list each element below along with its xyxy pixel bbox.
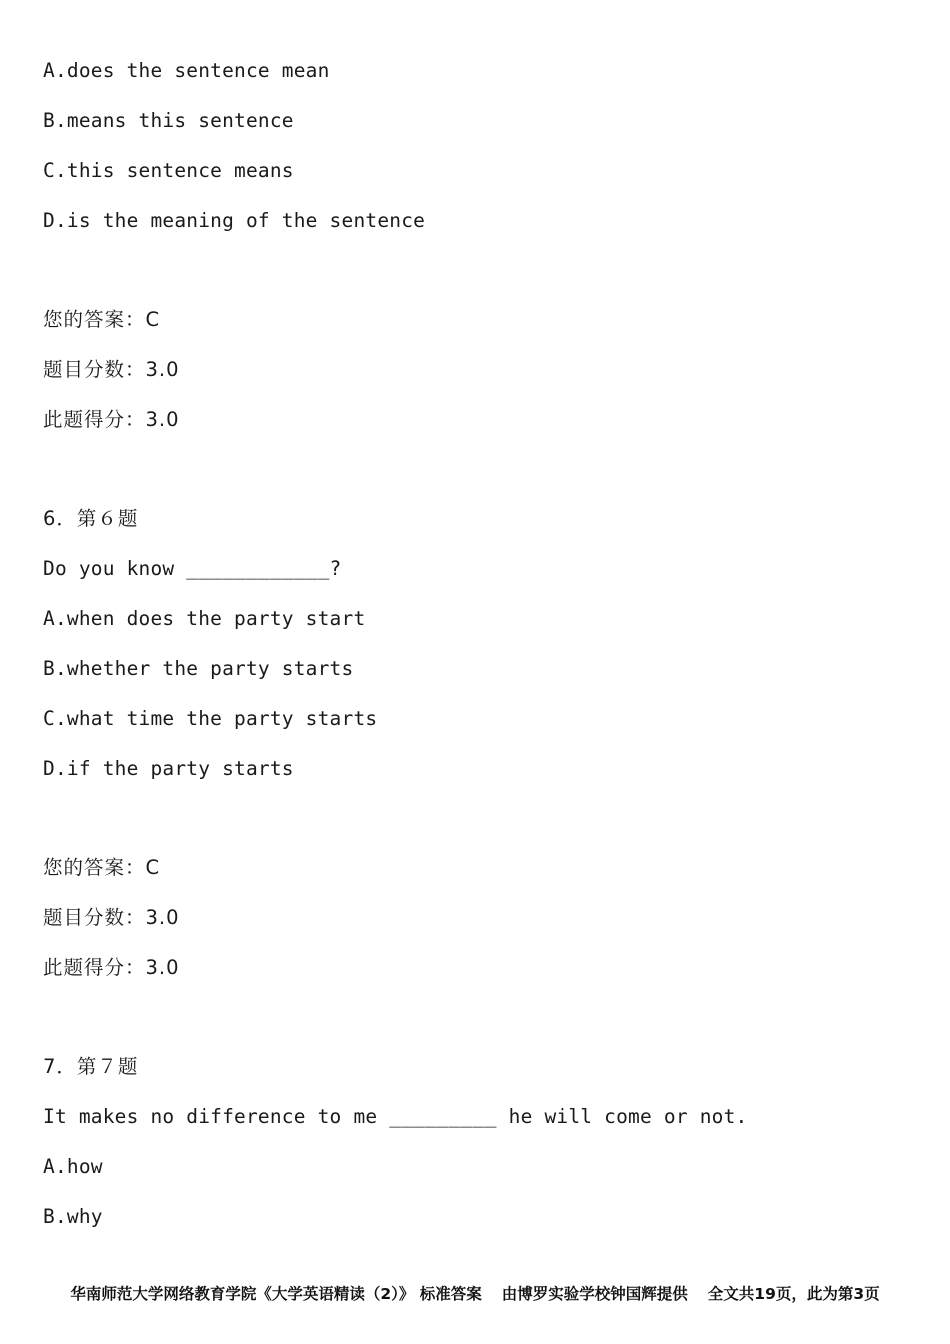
q5-earned-score: 此题得分：3.0 — [43, 408, 180, 431]
footer-course: 华南师范大学网络教育学院《大学英语精读（2）》 标准答案 — [70, 1285, 482, 1303]
q5-option-d: D.is the meaning of the sentence — [43, 209, 426, 232]
footer-pagination: 全文共19页，此为第3页 — [707, 1285, 880, 1303]
q6-stem: Do you know ____________? — [43, 557, 342, 580]
q5-your-answer: 您的答案：C — [43, 308, 161, 331]
q6-heading: 6．第６题 — [43, 507, 139, 530]
q5-question-score: 题目分数：3.0 — [43, 358, 180, 381]
footer-provider: 由博罗实验学校钟国辉提供 — [501, 1285, 688, 1303]
q6-question-score: 题目分数：3.0 — [43, 906, 180, 929]
q7-option-b: B.why — [43, 1205, 103, 1228]
q6-your-answer: 您的答案：C — [43, 856, 161, 879]
q7-stem: It makes no difference to me _________ he will come or not. — [43, 1105, 748, 1128]
q6-option-d: D.if the party starts — [43, 757, 294, 780]
q5-option-b: B.means this sentence — [43, 109, 294, 132]
q5-option-a: A.does the sentence mean — [43, 59, 330, 82]
q6-option-a: A.when does the party start — [43, 607, 366, 630]
q5-option-c: C.this sentence means — [43, 159, 294, 182]
q6-earned-score: 此题得分：3.0 — [43, 956, 180, 979]
q7-option-a: A.how — [43, 1155, 103, 1178]
q6-option-c: C.what time the party starts — [43, 707, 378, 730]
page-footer — [0, 1282, 950, 1306]
q7-heading: 7．第７题 — [43, 1055, 139, 1078]
q6-option-b: B.whether the party starts — [43, 657, 354, 680]
